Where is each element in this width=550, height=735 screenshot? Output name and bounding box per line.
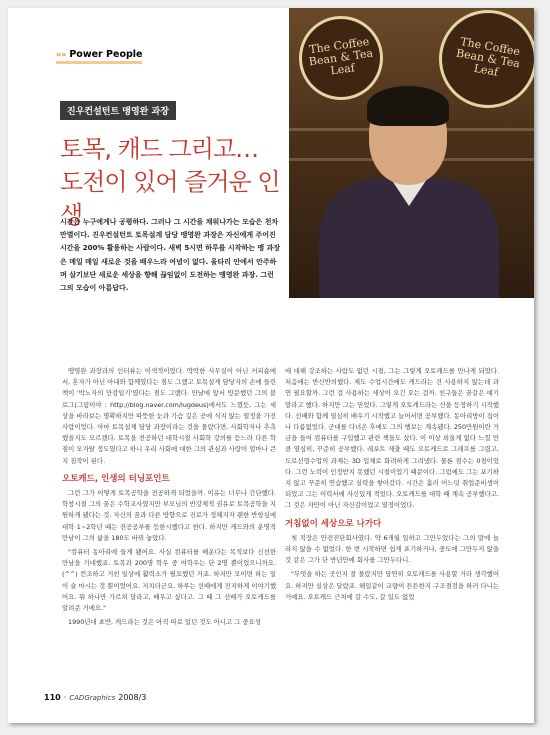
- section-label: [56, 49, 142, 60]
- double-chevron-icon: »»: [56, 50, 67, 59]
- paragraph: "컴퓨터 동아리에 들게 됐어요. 사실 컴퓨터를 배운다는 목적보다 신선한 만남을 기대했죠. 토목과 200명 학우 중 여학우는 단 2명 뿐이었으니까요.(^^) 컨조하고 거친 일상에 활력소가 필요했던 거죠. 하지만 모이면 하는 일이 술 마시는 것 뿐이었어요. 지치더군요. 하루는 선배에게 진지하게 이야기했어요. 뭐 하나만 가르쳐 달라고, 배우고 싶다고. 그 때 그 선배가 오토캐드를 알려준 거에요.": [62, 548, 276, 613]
- page-footer: [44, 693, 146, 702]
- section-underline: [56, 61, 142, 64]
- paragraph: 첫 직장은 안전진단회사였다. 약 6개월 일하고 그만두었다는 그의 말에 놀라지 않을 수 없었다. 한 번 시작하면 쉽게 포기하거나, 중도에 그만두지 않을 것 같은 그가 단 반년만에 회사를 그만두다니.: [285, 533, 499, 565]
- portrait-photo: [289, 8, 534, 298]
- article-lead: 시간은 누구에게나 공평하다. 그러나 그 시간을 채워나가는 모습은 천차만별이다. 진우컨설턴트 토목설계 담당 맹영완 과장은 자신에게 주어진 시간을 200% 활용하는 사람이다. 새벽 5시면 하루를 시작하는 맹 과장은 매일 매일 새로운 것을 배우느라 여념이 없다. 울타리 안에서 안주하며 살기보단 새로운 세상을 향해 끊임없이 도전하는 맹영완 과장. 그런 그의 모습이 아름답다.: [60, 218, 281, 293]
- subheading: 거침없이 세상으로 나가다: [285, 518, 382, 529]
- paragraph: "무엇을 하는 곳인지 잘 몰랐지만 당연히 오토캐드를 사용할 거라 생각했어요. 하지만 실상은 달랐죠. 해일같이 교량이 튼튼한지 구조점검을 하러 다니는 거예요. 오토캐드 근처에 갈 수도, 갈 일도 없었: [285, 570, 499, 601]
- page-number: 110: [44, 693, 61, 702]
- footer-separator: ·: [63, 693, 67, 702]
- person-hair: [367, 86, 449, 126]
- cafe-sign-logo: The Coffee Bean & Tea Leaf: [431, 8, 534, 116]
- paragraph: 1990년대 초반, 캐드라는 것은 아직 따로 있던 것도 아니고 그 중요성: [68, 618, 261, 627]
- issue-date: 2008/3: [118, 693, 147, 702]
- title-line-1: 토목, 캐드 그리고…: [60, 135, 259, 163]
- section-name: Power People: [69, 49, 143, 60]
- paragraph: 맹영완 과장과의 인터뷰는 이색적이었다. 딱딱한 사무실이 아닌 커피숍에서, 혼자가 아닌 아내와 함께였다는 점도 그랬고 토목설계 담당자의 손에 들린 책이 '박노자의 만감일기'였다는 점도 그랬다. 만날에 앞서 방문했던 그의 블로그(그림이야 : http://blog.naver.com/lugdeus)에서도 느꼈듯, 그는 세상을 바라보는 명확하지만 따뜻한 눈과 가슴 깊은 곳에 식지 않는 열정을 가진 사람이었다. 아마 토목설계 담당 과장이라는 것을 몰랐다면, 사회학자나 추측했을지도 모르겠다. 토목을 전공하던 대학시절 사회학 강의를 듣느라 다른 학점이 모자랄 정도였다고 하니 우리 사회에 대한 그의 관심과 사랑이 얼마나 큰지 짐작이 된다.: [62, 367, 276, 465]
- paragraph: 에 대해 강조하는 사람도 없던 시절, 그는 그렇게 오토캐드를 만나게 되었다. 처음에는 반신반의했다. 제도 수업시간에도 캐드라는 건 사용하지 않는데 과연 필요할까. 그런 걸 사용하는 세상이 오긴 오는 걸까. 친구들은 꿈같은 얘기 말라고 했다. 하지만 그는 믿었다. 그렇게 오토캐드라는 신을 등정하기 시작했다. 선배와 함께 열심히 배우기 시작했고 늘어서면 공부했다. 동아리방이 집이나 다름없었다. 군대를 다녀온 후에도 그의 행보는 계속됐다. 250만원이란 거금을 들여 컴퓨터를 구입했고 관련 책들도 샀다. 이 이상 외울게 없다 느낄 만큼 열심히, 꾸준히 공부했다. 레포트 제출 때도 오토캐드로 그래프를 그렸고, 도로선형수업의 과제는 3D 입체로 화려하게 그려냈다. 물론 점수는 0점이었다. 그런 노력이 인정받지 못했던 시절이었기 때문이다. 그럼에도 그는 포기하지 않고 꾸준히 연습했고 실력을 쌓아갔다. 시간은 흘러 어느덧 취업준비생이 되었고 그는 이력서에 자신있게 적었다. 오토캐드를 대학 때 계속 공부했다고. 그 것은 자만이 아닌 자신감이었고 열정이었다.: [285, 367, 499, 510]
- cafe-sign-logo: The Coffee Bean & Tea Leaf: [294, 11, 389, 106]
- title-line-2: 도전이 있어 즐거운 인생: [60, 168, 280, 229]
- interviewee-tag: 진우컨설턴트 맹영완 과장: [60, 101, 176, 120]
- body-column-left: [62, 366, 276, 631]
- paragraph: 그런 그가 어떻게 토목공학을 전공하게 되었을까. 이유는 너무나 간단했다. 학창시절 그의 꿈은 수학교사였지만 부모님의 반강제적 권유로 토목공학을 지원하게 됐다는 것. 자신의 꿈과 다른 방향으로 진로가 정해지자 괜한 반항심에 대학 1~2학년 때는 전공공부를 등한시했다고 한다. 하지만 캐드와의 운명적 만남이 그의 삶을 180도 바꿔 놓았다.: [62, 489, 276, 542]
- body-column-right: [285, 366, 499, 606]
- magazine-name: CADGraphics: [69, 694, 116, 702]
- magazine-page: [8, 8, 534, 723]
- subheading: 오토캐드, 인생의 터닝포인트: [62, 473, 170, 484]
